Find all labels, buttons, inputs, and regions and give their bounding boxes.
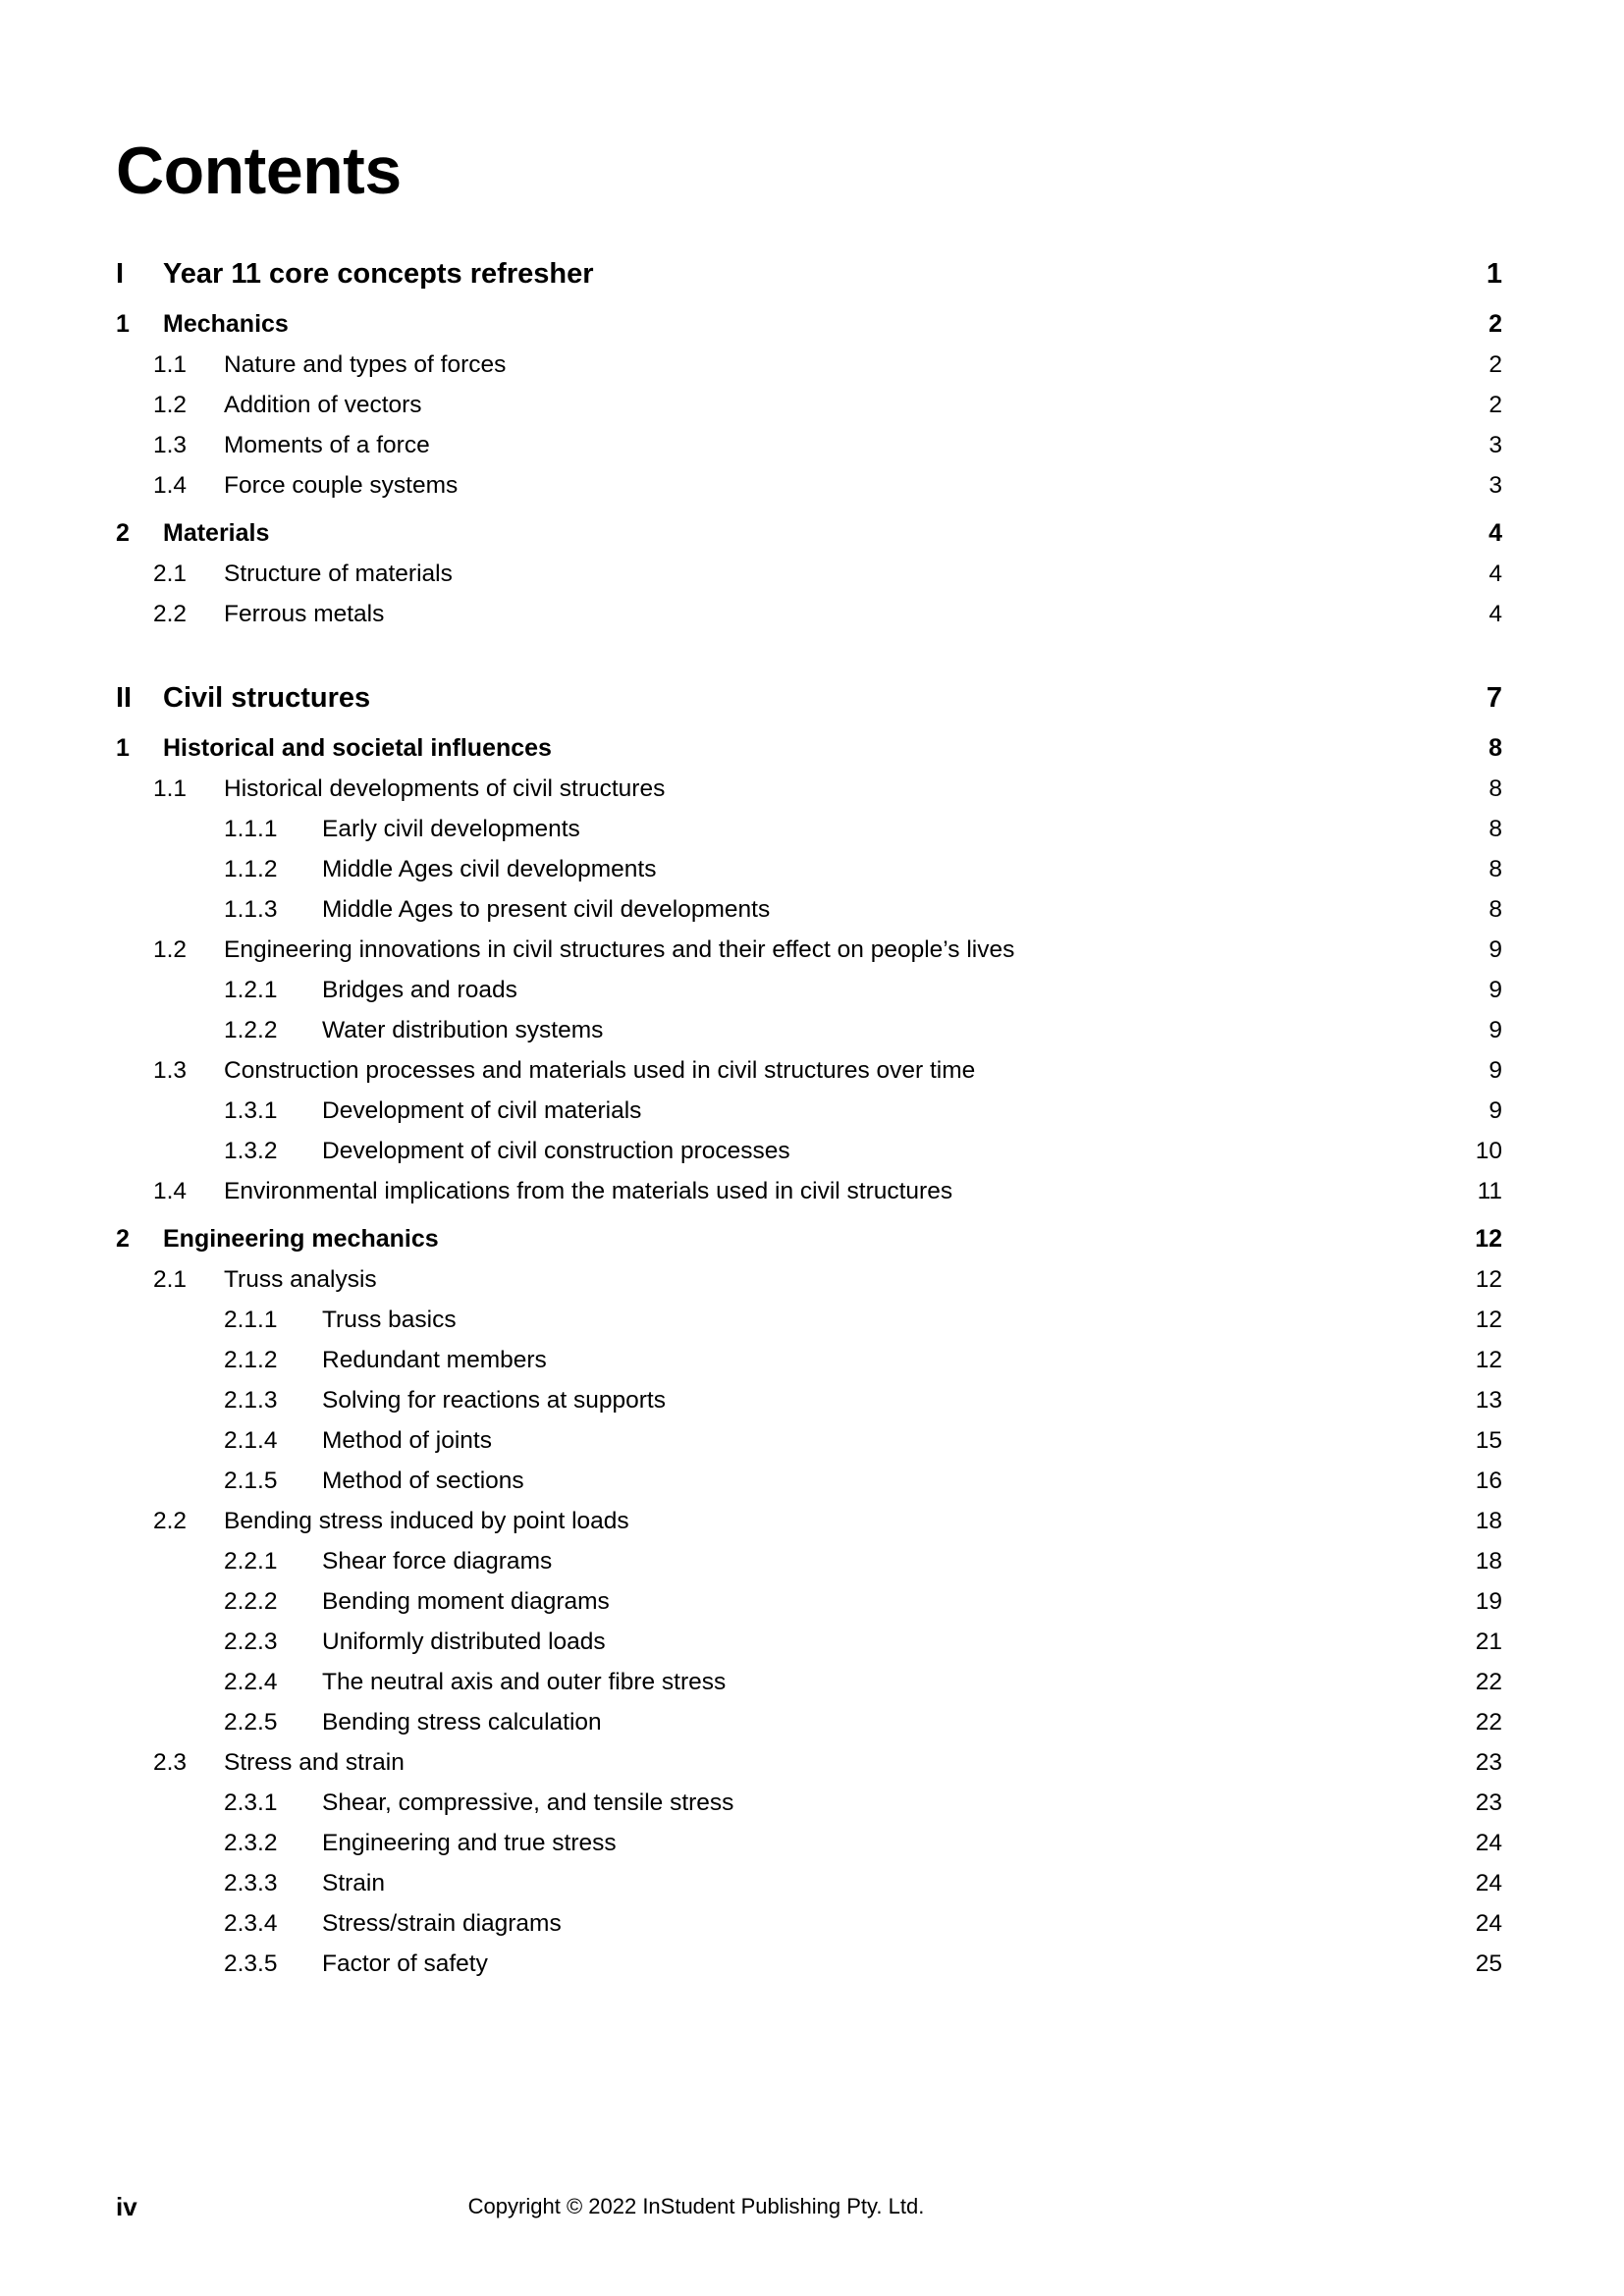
toc-entry-page-number: 12: [1475, 1307, 1502, 1333]
toc-entry-chapter[interactable]: [116, 734, 1502, 763]
toc-entry-number: 1.4: [153, 472, 188, 499]
toc-entry-subsection[interactable]: [116, 1588, 1502, 1616]
toc-entry-section[interactable]: [116, 1749, 1502, 1777]
toc-entry-part[interactable]: [116, 258, 1502, 291]
footer-copyright: Copyright © 2022 InStudent Publishing Pty. Ltd.: [467, 2194, 925, 2218]
toc-entry-subsection[interactable]: [116, 1097, 1502, 1125]
toc-entry-subsection[interactable]: [116, 1950, 1502, 1978]
toc-entry-section[interactable]: [116, 1508, 1502, 1535]
toc-entry-number: 1.1: [153, 775, 188, 802]
toc-entry-subsection[interactable]: [116, 1138, 1502, 1165]
toc-entry-subsection[interactable]: [116, 1387, 1502, 1415]
toc-entry-number: II: [116, 682, 133, 714]
toc-entry-label: Engineering and true stress: [322, 1830, 617, 1856]
toc-entry-number: 2.1.1: [224, 1307, 278, 1333]
toc-entry-page-number: 12: [1475, 1347, 1502, 1373]
toc-entry-page-number: 9: [1489, 1017, 1502, 1043]
toc-entry-subsection[interactable]: [116, 1910, 1502, 1938]
toc-entry-number: 1: [116, 734, 130, 762]
toc-entry-label: Environmental implications from the materials used in civil structures: [224, 1178, 953, 1204]
toc-entry-page-number: 18: [1475, 1548, 1502, 1575]
toc-entry-label: Historical developments of civil structures: [224, 775, 666, 802]
toc-entry-subsection[interactable]: [116, 1709, 1502, 1736]
table-of-contents-list: [116, 258, 1502, 1978]
toc-entry-subsection[interactable]: [116, 1307, 1502, 1334]
toc-entry-number: 2.2.3: [224, 1629, 278, 1655]
toc-entry-part[interactable]: [116, 682, 1502, 715]
toc-entry-label: Bending moment diagrams: [322, 1588, 610, 1615]
toc-entry-subsection[interactable]: [116, 1347, 1502, 1374]
toc-entry-subsection[interactable]: [116, 896, 1502, 924]
toc-entry-subsection[interactable]: [116, 856, 1502, 883]
toc-entry-page-number: 8: [1489, 775, 1502, 802]
toc-entry-label: Factor of safety: [322, 1950, 488, 1977]
toc-entry-label: Shear, compressive, and tensile stress: [322, 1789, 734, 1816]
toc-entry-number: 1.4: [153, 1178, 188, 1204]
toc-entry-page-number: 2: [1489, 351, 1502, 378]
toc-entry-number: 2.3.3: [224, 1870, 278, 1896]
toc-entry-page-number: 24: [1475, 1870, 1502, 1896]
toc-entry-page-number: 24: [1475, 1830, 1502, 1856]
toc-entry-number: 2: [116, 1225, 130, 1253]
toc-entry-label: Bridges and roads: [322, 977, 517, 1003]
toc-entry-page-number: 23: [1475, 1749, 1502, 1776]
toc-entry-label: Strain: [322, 1870, 386, 1896]
toc-entry-page-number: 13: [1475, 1387, 1502, 1414]
toc-entry-label: Civil structures: [163, 682, 371, 714]
toc-entry-label: Truss basics: [322, 1307, 457, 1333]
toc-entry-label: Force couple systems: [224, 472, 459, 499]
toc-entry-section[interactable]: [116, 1178, 1502, 1205]
toc-entry-number: 2.3: [153, 1749, 188, 1776]
toc-entry-label: Nature and types of forces: [224, 351, 507, 378]
toc-entry-subsection[interactable]: [116, 1870, 1502, 1897]
toc-entry-label: Middle Ages civil developments: [322, 856, 657, 882]
toc-entry-subsection[interactable]: [116, 1548, 1502, 1575]
toc-entry-label: Development of civil construction processes: [322, 1138, 790, 1164]
toc-entry-label: Early civil developments: [322, 816, 580, 842]
toc-entry-section[interactable]: [116, 392, 1502, 419]
toc-entry-number: 2.2.2: [224, 1588, 278, 1615]
toc-entry-number: 2.2: [153, 1508, 188, 1534]
toc-entry-page-number: 24: [1475, 1910, 1502, 1937]
toc-entry-subsection[interactable]: [116, 1789, 1502, 1817]
toc-entry-page-number: 16: [1475, 1468, 1502, 1494]
toc-entry-number: 2.1.3: [224, 1387, 278, 1414]
toc-entry-page-number: 10: [1475, 1138, 1502, 1164]
toc-entry-label: Stress/strain diagrams: [322, 1910, 562, 1937]
toc-entry-number: 1.2: [153, 936, 188, 963]
toc-entry-section[interactable]: [116, 936, 1502, 964]
toc-entry-number: 2.2: [153, 601, 188, 627]
toc-entry-page-number: 2: [1489, 310, 1502, 338]
toc-entry-label: Stress and strain: [224, 1749, 405, 1776]
toc-entry-number: 1.3: [153, 1057, 188, 1084]
toc-entry-number: 1.3.1: [224, 1097, 278, 1124]
toc-entry-number: 1.1: [153, 351, 188, 378]
toc-entry-section[interactable]: [116, 775, 1502, 803]
toc-entry-label: Method of joints: [322, 1427, 492, 1454]
toc-entry-page-number: 7: [1486, 682, 1502, 714]
toc-entry-subsection[interactable]: [116, 1830, 1502, 1857]
toc-entry-number: 2.1.5: [224, 1468, 278, 1494]
toc-entry-page-number: 18: [1475, 1508, 1502, 1534]
page-footer: [116, 2192, 1508, 2225]
footer-page-number: iv: [116, 2192, 137, 2221]
toc-entry-page-number: 1: [1486, 258, 1502, 290]
toc-entry-label: Ferrous metals: [224, 601, 385, 627]
toc-entry-number: 2.1.4: [224, 1427, 278, 1454]
toc-entry-label: Historical and societal influences: [163, 734, 552, 762]
toc-entry-page-number: 25: [1475, 1950, 1502, 1977]
toc-entry-page-number: 3: [1489, 432, 1502, 458]
toc-entry-page-number: 9: [1489, 936, 1502, 963]
toc-entry-page-number: 21: [1475, 1629, 1502, 1655]
toc-entry-section[interactable]: [116, 472, 1502, 500]
toc-entry-chapter[interactable]: [116, 310, 1502, 339]
toc-entry-number: 2.1: [153, 561, 188, 587]
toc-entry-page-number: 4: [1489, 519, 1502, 547]
toc-entry-number: 2.3.1: [224, 1789, 278, 1816]
toc-entry-page-number: 8: [1489, 734, 1502, 762]
toc-entry-page-number: 22: [1475, 1669, 1502, 1695]
toc-entry-label: Water distribution systems: [322, 1017, 604, 1043]
toc-entry-page-number: 2: [1489, 392, 1502, 418]
toc-entry-page-number: 11: [1477, 1178, 1502, 1204]
toc-entry-label: Method of sections: [322, 1468, 524, 1494]
toc-entry-chapter[interactable]: [116, 519, 1502, 548]
toc-entry-number: 2.2.1: [224, 1548, 278, 1575]
toc-entry-number: 1.2.1: [224, 977, 278, 1003]
toc-entry-label: Bending stress induced by point loads: [224, 1508, 629, 1534]
page-title: Contents: [116, 133, 402, 208]
toc-entry-label: Bending stress calculation: [322, 1709, 602, 1735]
toc-entry-number: 1.3: [153, 432, 188, 458]
toc-entry-page-number: 8: [1489, 856, 1502, 882]
toc-entry-label: Truss analysis: [224, 1266, 377, 1293]
toc-entry-label: Construction processes and materials used in civil structures over time: [224, 1057, 976, 1084]
toc-entry-number: 2.3.4: [224, 1910, 278, 1937]
toc-entry-subsection[interactable]: [116, 816, 1502, 843]
toc-entry-label: The neutral axis and outer fibre stress: [322, 1669, 727, 1695]
toc-entry-label: Structure of materials: [224, 561, 453, 587]
toc-entry-page-number: 15: [1475, 1427, 1502, 1454]
toc-entry-label: Development of civil materials: [322, 1097, 642, 1124]
toc-entry-page-number: 8: [1489, 816, 1502, 842]
toc-entry-page-number: 4: [1489, 601, 1502, 627]
toc-entry-page-number: 12: [1475, 1225, 1502, 1253]
toc-entry-page-number: 22: [1475, 1709, 1502, 1735]
toc-entry-page-number: 9: [1489, 1097, 1502, 1124]
toc-entry-label: Addition of vectors: [224, 392, 422, 418]
toc-entry-page-number: 9: [1489, 1057, 1502, 1084]
toc-entry-number: 1.1.1: [224, 816, 278, 842]
toc-entry-number: 1.2: [153, 392, 188, 418]
toc-entry-label: Uniformly distributed loads: [322, 1629, 606, 1655]
toc-entry-section[interactable]: [116, 1266, 1502, 1294]
toc-entry-section[interactable]: [116, 561, 1502, 588]
toc-entry-page-number: 23: [1475, 1789, 1502, 1816]
toc-entry-chapter[interactable]: [116, 1225, 1502, 1254]
toc-entry-number: 1.1.2: [224, 856, 278, 882]
toc-entry-label: Solving for reactions at supports: [322, 1387, 666, 1414]
toc-entry-number: 1: [116, 310, 130, 338]
toc-entry-number: 2.3.5: [224, 1950, 278, 1977]
toc-entry-page-number: 8: [1489, 896, 1502, 923]
toc-entry-number: 2.2.5: [224, 1709, 278, 1735]
toc-entry-label: Redundant members: [322, 1347, 547, 1373]
toc-entry-number: 2.2.4: [224, 1669, 278, 1695]
toc-entry-page-number: 9: [1489, 977, 1502, 1003]
toc-entry-page-number: 12: [1475, 1266, 1502, 1293]
toc-entry-number: 2.1.2: [224, 1347, 278, 1373]
toc-entry-label: Materials: [163, 519, 270, 547]
toc-entry-label: Mechanics: [163, 310, 289, 338]
toc-entry-number: I: [116, 258, 125, 290]
toc-entry-number: 1.3.2: [224, 1138, 278, 1164]
toc-entry-section[interactable]: [116, 601, 1502, 628]
toc-entry-number: 2.1: [153, 1266, 188, 1293]
toc-entry-subsection[interactable]: [116, 977, 1502, 1004]
toc-entry-page-number: 3: [1489, 472, 1502, 499]
toc-content-area: [116, 0, 1502, 1978]
toc-entry-subsection[interactable]: [116, 1427, 1502, 1455]
toc-entry-label: Engineering innovations in civil structures and their effect on people’s lives: [224, 936, 1015, 963]
toc-entry-subsection[interactable]: [116, 1468, 1502, 1495]
toc-entry-subsection[interactable]: [116, 1017, 1502, 1044]
toc-entry-number: 1.1.3: [224, 896, 278, 923]
toc-entry-subsection[interactable]: [116, 1669, 1502, 1696]
toc-entry-page-number: 4: [1489, 561, 1502, 587]
toc-entry-section[interactable]: [116, 432, 1502, 459]
toc-entry-label: Year 11 core concepts refresher: [163, 258, 594, 290]
toc-entry-section[interactable]: [116, 1057, 1502, 1085]
toc-entry-number: 2.3.2: [224, 1830, 278, 1856]
toc-entry-subsection[interactable]: [116, 1629, 1502, 1656]
toc-entry-label: Shear force diagrams: [322, 1548, 553, 1575]
toc-entry-number: 1.2.2: [224, 1017, 278, 1043]
toc-entry-label: Middle Ages to present civil developments: [322, 896, 771, 923]
toc-entry-page-number: 19: [1475, 1588, 1502, 1615]
toc-entry-section[interactable]: [116, 351, 1502, 379]
toc-entry-label: Engineering mechanics: [163, 1225, 439, 1253]
toc-entry-number: 2: [116, 519, 130, 547]
toc-entry-label: Moments of a force: [224, 432, 430, 458]
